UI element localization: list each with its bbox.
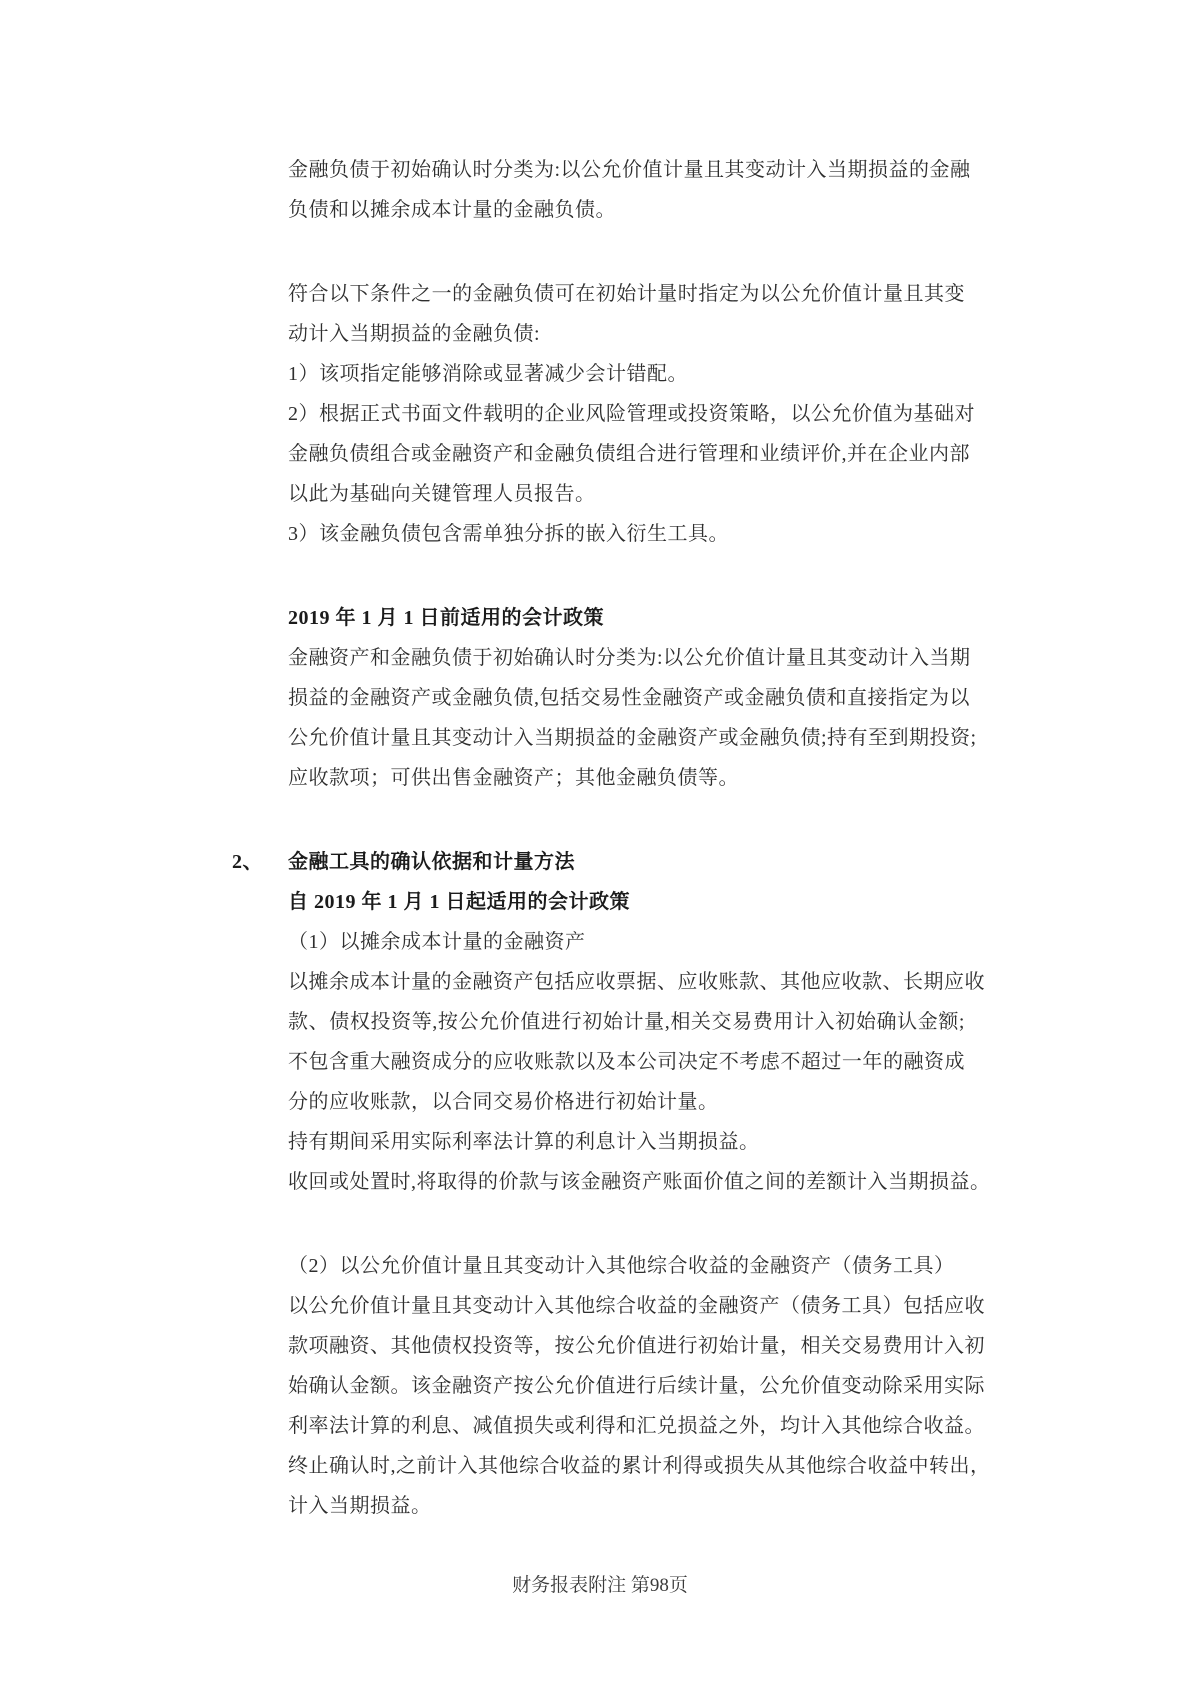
paragraph — [288, 1122, 965, 1162]
paragraph-gap — [288, 554, 965, 598]
section-heading: 2019 年 1 月 1 日前适用的会计政策 — [288, 607, 604, 629]
text-line: 金融负债于初始确认时分类为:以公允价值计量且其变动计入当期损益的金融 — [288, 159, 971, 181]
text-line: 符合以下条件之一的金融负债可在初始计量时指定为以公允价值计量且其变 — [288, 283, 965, 305]
text-line: （2）以公允价值计量且其变动计入其他综合收益的金融资产（债务工具） — [288, 1255, 955, 1277]
text-line: 计入当期损益。 — [288, 1495, 432, 1517]
paragraph — [288, 1246, 965, 1286]
text-line: 应收款项；可供出售金融资产；其他金融负债等。 — [288, 767, 739, 789]
paragraph — [288, 514, 965, 554]
text-line: 公允价值计量且其变动计入当期损益的金融资产或金融负债;持有至到期投资; — [288, 727, 977, 749]
text-line: 以摊余成本计量的金融资产包括应收票据、应收账款、其他应收款、长期应收 — [288, 971, 985, 993]
paragraph — [288, 922, 965, 962]
text-line: 动计入当期损益的金融负债: — [288, 323, 541, 345]
text-line: 负债和以摊余成本计量的金融负债。 — [288, 199, 616, 221]
text-line: 款、债权投资等,按公允价值进行初始计量,相关交易费用计入初始确认金额; — [288, 1011, 965, 1033]
text-line: 持有期间采用实际利率法计算的利息计入当期损益。 — [288, 1131, 760, 1153]
paragraph — [288, 354, 965, 394]
document-body — [232, 150, 991, 1526]
paragraph — [288, 638, 977, 798]
text-line: 终止确认时,之前计入其他综合收益的累计利得或损失从其他综合收益中转出， — [288, 1455, 991, 1477]
text-line: 分的应收账款，以合同交易价格进行初始计量。 — [288, 1091, 719, 1113]
paragraph-gap — [288, 798, 965, 842]
text-line: 金融资产和金融负债于初始确认时分类为:以公允价值计量且其变动计入当期 — [288, 647, 971, 669]
numbered-section-heading — [232, 842, 965, 882]
paragraph — [288, 394, 975, 514]
text-line: 收回或处置时,将取得的价款与该金融资产账面价值之间的差额计入当期损益。 — [288, 1171, 991, 1193]
section-title: 金融工具的确认依据和计量方法 — [288, 851, 575, 873]
paragraph-gap — [288, 230, 965, 274]
paragraph-gap — [288, 1202, 965, 1246]
paragraph — [288, 150, 971, 230]
text-line: 以公允价值计量且其变动计入其他综合收益的金融资产（债务工具）包括应收 — [288, 1295, 985, 1317]
text-line: 以此为基础向关键管理人员报告。 — [288, 483, 596, 505]
text-line: 不包含重大融资成分的应收账款以及本公司决定不考虑不超过一年的融资成 — [288, 1051, 965, 1073]
paragraph — [288, 1162, 991, 1202]
paragraph — [288, 274, 965, 354]
page-footer: 财务报表附注 第98页 — [512, 1575, 688, 1596]
text-line: 损益的金融资产或金融负债,包括交易性金融资产或金融负债和直接指定为以 — [288, 687, 970, 709]
section-heading: 自 2019 年 1 月 1 日起适用的会计政策 — [288, 891, 630, 913]
text-line: 1）该项指定能够消除或显著减少会计错配。 — [288, 363, 688, 385]
text-line: 金融负债组合或金融资产和金融负债组合进行管理和业绩评价,并在企业内部 — [288, 443, 970, 465]
section-number: 2、 — [232, 851, 263, 873]
text-line: （1）以摊余成本计量的金融资产 — [288, 931, 586, 953]
paragraph — [288, 1286, 991, 1526]
text-line: 2）根据正式书面文件载明的企业风险管理或投资策略，以公允价值为基础对 — [288, 403, 975, 425]
text-line: 利率法计算的利息、减值损失或利得和汇兑损益之外，均计入其他综合收益。 — [288, 1415, 985, 1437]
text-line: 款项融资、其他债权投资等，按公允价值进行初始计量，相关交易费用计入初 — [288, 1335, 985, 1357]
text-line: 3）该金融负债包含需单独分拆的嵌入衍生工具。 — [288, 523, 729, 545]
paragraph — [288, 962, 985, 1122]
text-line: 始确认金额。该金融资产按公允价值进行后续计量，公允价值变动除采用实际 — [288, 1375, 985, 1397]
